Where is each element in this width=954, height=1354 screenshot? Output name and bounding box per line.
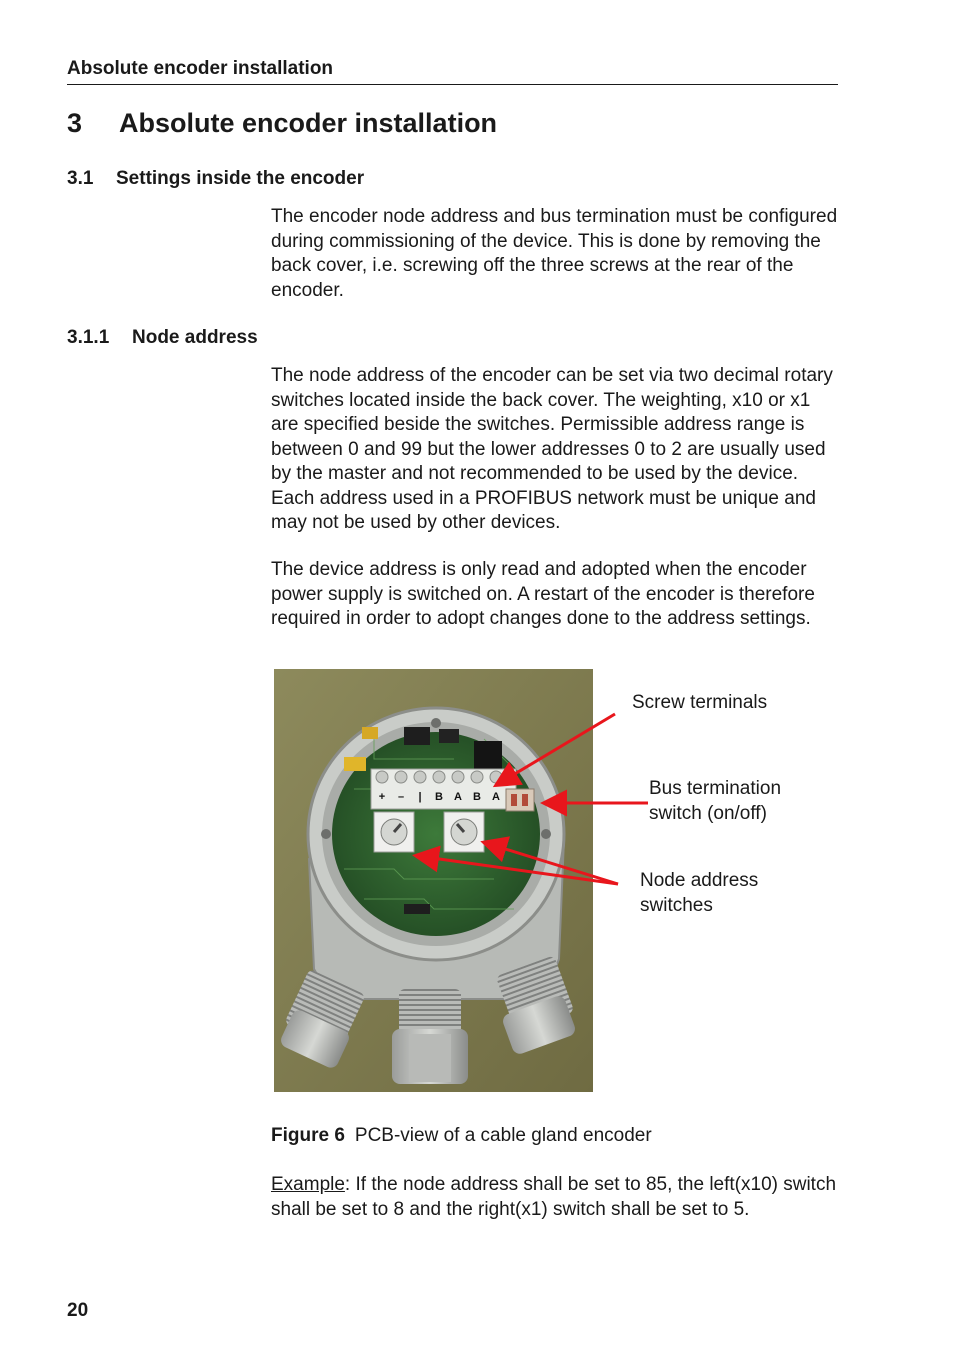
callout-bus-termination-line2: switch (on/off) xyxy=(649,802,767,824)
node-address-paragraph-2: The device address is only read and adopted when the encoder power supply is switched on. A restart of the encoder is therefore required in order to adopt changes done to the address settings. xyxy=(271,559,815,629)
figure-caption-label: Figure 6 xyxy=(271,1125,345,1146)
subsection-number: 3.1.1 xyxy=(67,327,110,348)
subsection-title: Node address xyxy=(132,327,258,348)
terminal-label-minus: – xyxy=(397,791,405,803)
section-number: 3.1 xyxy=(67,168,94,189)
terminal-label-a2: A xyxy=(492,791,500,803)
callout-node-address-line2: switches xyxy=(640,894,713,916)
terminal-label-bar: | xyxy=(418,791,422,803)
figure-caption-text: PCB-view of a cable gland encoder xyxy=(354,1125,652,1146)
example-paragraph xyxy=(271,1173,841,1222)
callout-bus-termination-line1: Bus termination xyxy=(649,778,782,799)
callout-node-address-line1: Node address xyxy=(640,870,759,891)
arrow-node-address-left xyxy=(418,856,618,884)
example-text: : If the node address shall be set to 85, the left(x10) switch shall be set to 8 and the right(x1) switch shall be set to 5. xyxy=(271,1174,837,1220)
callout-bus-termination xyxy=(649,777,781,826)
terminal-label-a1: A xyxy=(454,791,462,803)
running-header: Absolute encoder installation xyxy=(67,58,838,85)
page-number: 20 xyxy=(67,1300,89,1321)
node-address-paragraph-1: The node address of the encoder can be set via two decimal rotary switches located inside the back cover. The weighting, x10 or x1 are specified beside the switches. Permissible address range is between 0 and 99 but the lower addresses 0 to 2 are usually used by the master and not recommended to be used by the device. Each address used in a PROFIBUS network must be unique and may not be used by other devices. xyxy=(271,365,833,533)
settings-paragraph: The encoder node address and bus termination must be configured during commissioning of the device. This is done by removing the back cover, i.e. screwing off the three screws at the rear of the encoder. xyxy=(271,206,838,301)
terminal-label-b2: B xyxy=(473,791,481,803)
chapter-title: Absolute encoder installation xyxy=(119,108,498,138)
callout-node-address xyxy=(640,869,758,918)
arrow-screw-terminals xyxy=(498,714,615,784)
terminal-label-b1: B xyxy=(435,791,443,803)
callout-screw-terminals: Screw terminals xyxy=(632,692,768,713)
terminal-label-plus: + xyxy=(378,791,386,803)
chapter-number: 3 xyxy=(67,108,83,138)
section-title: Settings inside the encoder xyxy=(116,168,365,189)
figure-caption xyxy=(271,1125,652,1147)
example-label: Example xyxy=(271,1174,345,1195)
arrow-node-address-right xyxy=(486,843,618,884)
